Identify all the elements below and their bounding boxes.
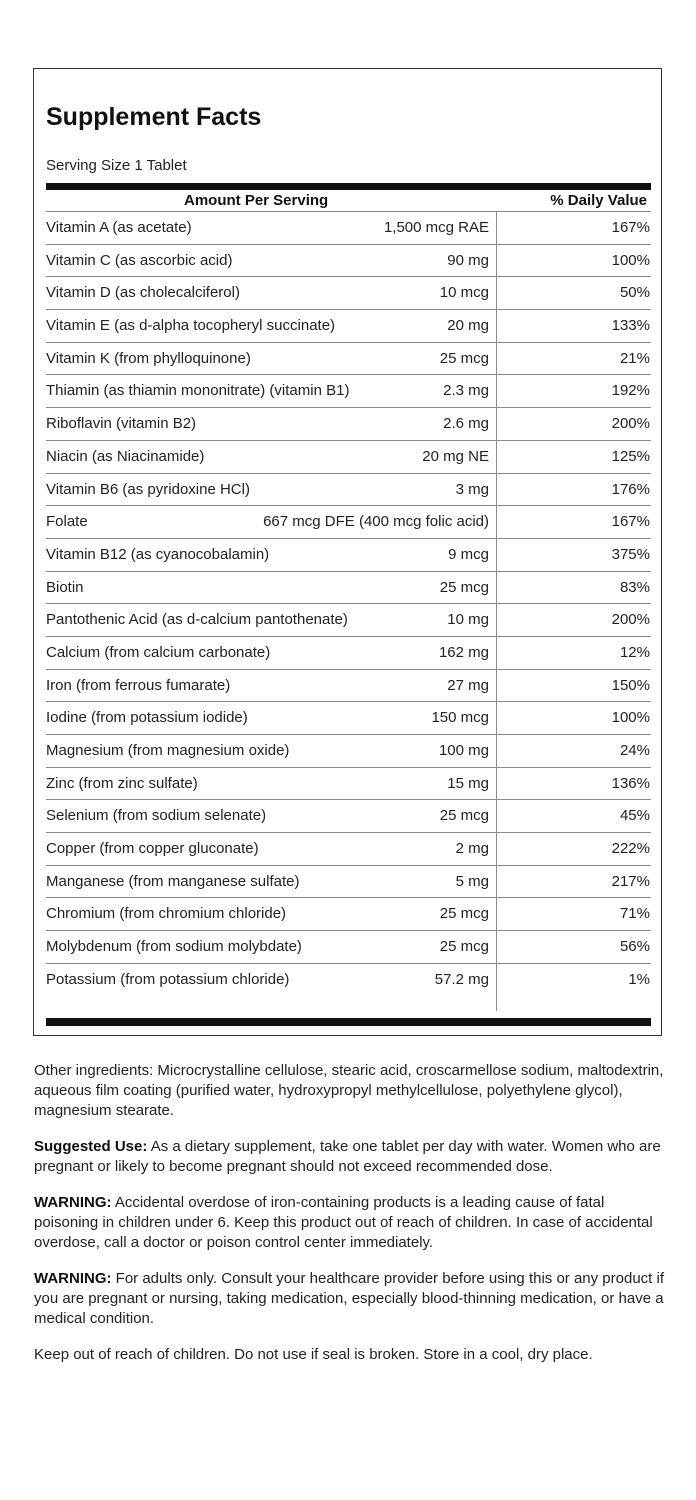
nutrient-name: Vitamin B6 (as pyridoxine HCl) xyxy=(46,480,250,498)
nutrient-name: Vitamin D (as cholecalciferol) xyxy=(46,284,240,302)
nutrient-amount: 57.2 mg xyxy=(434,970,489,988)
nutrient-daily-value: 375% xyxy=(611,545,650,563)
table-row xyxy=(46,799,651,832)
table-row xyxy=(46,571,651,604)
nutrient-name: Vitamin B12 (as cyanocobalamin) xyxy=(46,545,270,563)
nutrient-daily-value: 167% xyxy=(611,219,650,236)
nutrient-name: Riboflavin (vitamin B2) xyxy=(46,415,197,433)
nutrient-amount: 5 mg xyxy=(455,872,489,890)
nutrient-amount: 25 mcg xyxy=(439,578,489,596)
table-row xyxy=(46,636,651,669)
other-ingredients: Other ingredients: Microcrystalline cellulose, stearic acid, croscarmellose sodium, maltodextrin, aqueous film coating (purified water, hydroxypropyl methylcellulose, polyethylene glycol), magnesium stearate. xyxy=(34,1062,664,1119)
table-row xyxy=(46,767,651,800)
nutrient-name: Vitamin C (as ascorbic acid) xyxy=(46,251,233,269)
nutrient-amount: 25 mcg xyxy=(439,938,489,956)
panel-title: Supplement Facts xyxy=(46,103,262,131)
nutrient-daily-value: 150% xyxy=(611,676,650,694)
table-row xyxy=(46,865,651,898)
nutrient-daily-value: 192% xyxy=(611,382,650,400)
nutrient-amount: 25 mcg xyxy=(439,807,489,825)
table-row xyxy=(46,897,651,930)
table-row xyxy=(46,211,651,244)
nutrient-name: Biotin xyxy=(46,578,84,596)
suggested-use-text: As a dietary supplement, take one tablet per day with water. Women who are pregnant or likely to become pregnant should not exceed recommended dose. xyxy=(34,1138,661,1175)
nutrient-daily-value: 50% xyxy=(619,284,650,302)
table-row xyxy=(46,374,651,407)
nutrient-daily-value: 12% xyxy=(619,643,650,661)
label-notes xyxy=(34,1061,664,1381)
nutrient-name: Zinc (from zinc sulfate) xyxy=(46,774,198,792)
nutrient-name: Niacin (as Niacinamide) xyxy=(46,447,205,465)
table-header xyxy=(46,190,651,211)
nutrient-amount: 3 mg xyxy=(455,480,489,498)
table-row xyxy=(46,538,651,571)
nutrient-daily-value: 45% xyxy=(619,807,650,825)
adult-warning-text: For adults only. Consult your healthcare provider before using this or any product if you are pregnant or nursing, taking medication, especially blood-thinning medication, or have a medical condition. xyxy=(34,1270,665,1327)
nutrient-amount: 2.3 mg xyxy=(443,382,489,400)
nutrient-amount: 1,500 mcg RAE xyxy=(383,219,489,236)
nutrient-daily-value: 56% xyxy=(619,938,650,956)
nutrient-daily-value: 100% xyxy=(611,251,650,269)
header-amount: Amount Per Serving xyxy=(184,192,329,209)
nutrient-daily-value: 24% xyxy=(619,742,650,759)
nutrient-name: Iodine (from potassium iodide) xyxy=(46,709,248,727)
iron-warning xyxy=(34,1193,664,1253)
table-row xyxy=(46,342,651,375)
adult-warning-label: WARNING: xyxy=(34,1270,112,1287)
storage-instructions: Keep out of reach of children. Do not use if seal is broken. Store in a cool, dry place. xyxy=(34,1346,593,1363)
nutrient-daily-value: 136% xyxy=(611,774,650,792)
nutrient-amount: 100 mg xyxy=(438,742,489,759)
nutrient-daily-value: 200% xyxy=(611,611,650,629)
nutrient-daily-value: 1% xyxy=(628,970,650,988)
nutrient-name: Potassium (from potassium chloride) xyxy=(46,970,290,988)
adult-warning xyxy=(34,1269,664,1329)
nutrient-name: Vitamin A (as acetate) xyxy=(46,219,192,236)
suggested-use xyxy=(34,1137,664,1177)
table-row xyxy=(46,734,651,767)
table-row xyxy=(46,701,651,734)
nutrient-amount: 25 mcg xyxy=(439,349,489,367)
serving-size: Serving Size 1 Tablet xyxy=(46,157,187,174)
table-row xyxy=(46,603,651,636)
bottom-rule xyxy=(46,1018,651,1026)
nutrient-name: Pantothenic Acid (as d-calcium pantothenate) xyxy=(46,611,348,629)
nutrient-amount: 10 mg xyxy=(447,611,489,629)
nutrient-name: Chromium (from chromium chloride) xyxy=(46,905,287,923)
nutrient-daily-value: 83% xyxy=(619,578,650,596)
nutrient-name: Folate xyxy=(46,513,88,531)
nutrient-amount: 150 mcg xyxy=(431,709,489,727)
top-rule xyxy=(46,183,651,190)
supplement-facts-panel xyxy=(33,68,662,1036)
nutrient-daily-value: 200% xyxy=(611,415,650,433)
nutrient-amount: 15 mg xyxy=(447,774,489,792)
nutrient-name: Calcium (from calcium carbonate) xyxy=(46,643,271,661)
column-divider xyxy=(496,211,497,1011)
nutrient-name: Vitamin E (as d-alpha tocopheryl succinate) xyxy=(46,317,336,335)
table-row xyxy=(46,669,651,702)
nutrient-name: Manganese (from manganese sulfate) xyxy=(46,872,300,890)
table-row xyxy=(46,832,651,865)
nutrient-amount: 27 mg xyxy=(447,676,489,694)
table-row xyxy=(46,309,651,342)
nutrient-daily-value: 21% xyxy=(619,349,650,367)
nutrient-amount: 10 mcg xyxy=(439,284,489,302)
nutrient-daily-value: 222% xyxy=(611,840,650,858)
nutrient-amount: 25 mcg xyxy=(439,905,489,923)
table-row xyxy=(46,407,651,440)
nutrient-daily-value: 217% xyxy=(611,872,650,890)
nutrient-name: Vitamin K (from phylloquinone) xyxy=(46,349,251,367)
nutrient-amount: 2.6 mg xyxy=(443,415,489,433)
nutrient-amount: 20 mg NE xyxy=(422,447,489,465)
iron-warning-label: WARNING: xyxy=(34,1194,112,1211)
table-row xyxy=(46,963,651,996)
header-daily-value: % Daily Value xyxy=(550,192,647,209)
nutrient-daily-value: 167% xyxy=(611,513,650,531)
table-row xyxy=(46,930,651,963)
nutrient-name: Thiamin (as thiamin mononitrate) (vitamin B1) xyxy=(46,382,350,400)
nutrient-name: Selenium (from sodium selenate) xyxy=(46,807,267,825)
nutrient-name: Iron (from ferrous fumarate) xyxy=(46,676,231,694)
nutrient-name: Magnesium (from magnesium oxide) xyxy=(46,742,290,759)
nutrient-amount: 9 mcg xyxy=(448,545,489,563)
nutrient-daily-value: 176% xyxy=(611,480,650,498)
nutrient-amount: 2 mg xyxy=(455,840,489,858)
table-row xyxy=(46,505,651,538)
nutrient-amount: 90 mg xyxy=(447,251,489,269)
table-row xyxy=(46,244,651,277)
nutrient-daily-value: 125% xyxy=(611,447,650,465)
nutrient-name: Molybdenum (from sodium molybdate) xyxy=(46,938,302,956)
iron-warning-text: Accidental overdose of iron-containing products is a leading cause of fatal poisoning in children under 6. Keep this product out of reach of children. In case of accidental overdose, call a doctor or poison control center immediately. xyxy=(34,1194,653,1251)
nutrient-amount: 20 mg xyxy=(447,317,489,335)
nutrient-daily-value: 133% xyxy=(611,317,650,335)
table-row xyxy=(46,276,651,309)
nutrient-daily-value: 71% xyxy=(619,905,650,923)
nutrient-table xyxy=(46,211,651,996)
nutrient-amount: 667 mcg DFE (400 mcg folic acid) xyxy=(263,513,489,531)
nutrient-daily-value: 100% xyxy=(611,709,650,727)
nutrient-name: Copper (from copper gluconate) xyxy=(46,840,259,858)
table-row xyxy=(46,440,651,473)
table-row xyxy=(46,473,651,506)
nutrient-amount: 162 mg xyxy=(438,643,489,661)
suggested-use-label: Suggested Use: xyxy=(34,1138,148,1155)
